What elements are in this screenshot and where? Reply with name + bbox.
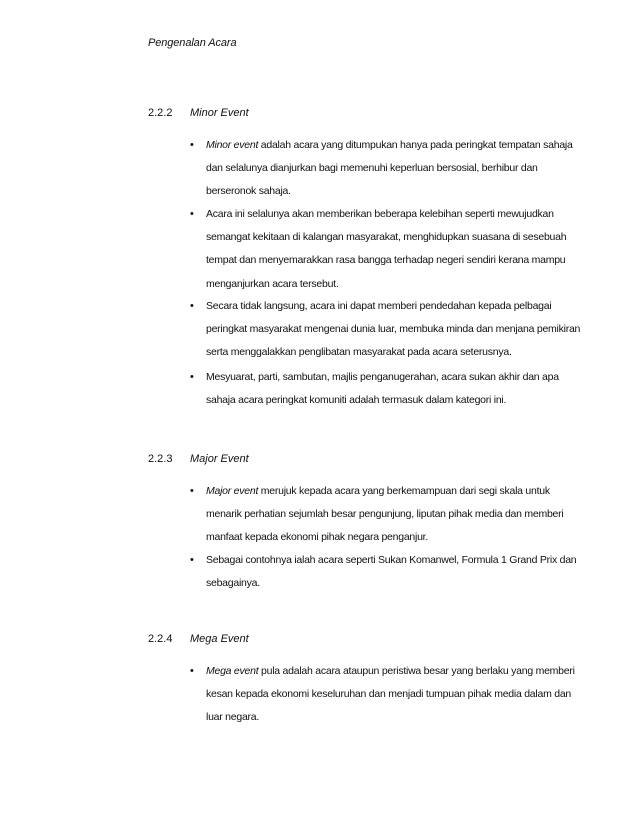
term-lead: Mega event <box>206 665 259 677</box>
text-line: berseronok sahaja. <box>206 185 291 198</box>
text-line: Minor event adalah acara yang ditumpukan hanya pada peringkat tempatan sahaja <box>206 139 573 151</box>
text-line: peringkat masyarakat mengenai dunia luar, membuka minda dan menjana pemikiran <box>206 323 581 336</box>
section-number: 2.2.3 <box>148 453 173 465</box>
text-line: Secara tidak langsung, acara ini dapat memberi pendedahan kepada pelbagai <box>206 300 552 312</box>
bullet-icon: • <box>190 139 194 151</box>
list-item-text <box>206 203 566 296</box>
section-number: 2.2.4 <box>148 633 173 645</box>
bullet-icon: • <box>190 371 194 383</box>
text-line: manfaat kepada ekonomi pihak negara penganjur. <box>206 531 429 544</box>
text-line: menganjurkan acara tersebut. <box>206 277 339 290</box>
bullet-icon: • <box>190 554 194 566</box>
bullet-icon: • <box>190 300 194 312</box>
text-line: Acara ini selalunya akan memberikan beberapa kelebihan seperti mewujudkan <box>206 208 554 220</box>
list-item-text <box>206 549 577 595</box>
text-line: serta menggalakkan penglibatan masyarakat pada acara seterusnya. <box>206 346 512 359</box>
list-item-text <box>206 660 575 730</box>
bullet-icon: • <box>190 485 194 497</box>
text-line: kesan kepada ekonomi keseluruhan dan menjadi tumpuan pihak media dalam dan <box>206 688 572 701</box>
text-line: Mesyuarat, parti, sambutan, majlis penganugerahan, acara sukan akhir dan apa <box>206 371 559 383</box>
bullet-icon: • <box>190 208 194 220</box>
text-line: Major event merujuk kepada acara yang berkemampuan dari segi skala untuk <box>206 485 550 497</box>
term-lead: Minor event <box>206 139 259 151</box>
list-item-text <box>206 366 566 412</box>
text-line: semangat kekitaan di kalangan masyarakat, menghidupkan suasana di sesebuah <box>206 231 567 244</box>
text-line: tempat dan menyemarakkan rasa bangga terhadap negeri sendiri kerana mampu <box>206 254 566 267</box>
text-line: luar negara. <box>206 711 260 724</box>
section-number: 2.2.2 <box>148 107 173 119</box>
text-line: Sebagai contohnya ialah acara seperti Sukan Komanwel, Formula 1 Grand Prix dan <box>206 554 577 566</box>
section-title: Major Event <box>190 453 249 465</box>
section-title: Mega Event <box>190 633 249 645</box>
text-line: Mega event pula adalah acara ataupun peristiwa besar yang berlaku yang memberi <box>206 665 575 677</box>
list-item-text <box>206 295 581 365</box>
list-item-text <box>206 134 573 204</box>
text-line: sahaja acara peringkat komuniti adalah termasuk dalam kategori ini. <box>206 394 507 407</box>
page-header-title: Pengenalan Acara <box>148 37 237 49</box>
bullet-icon: • <box>190 665 194 677</box>
text-line: menarik perhatian sejumlah besar pengunjung, liputan pihak media dan memberi <box>206 508 564 521</box>
term-lead: Major event <box>206 485 259 497</box>
text-line: dan selalunya dianjurkan bagi memenuhi keperluan bersosial, berhibur dan <box>206 162 538 175</box>
section-title: Minor Event <box>190 107 249 119</box>
list-item-text <box>206 480 566 550</box>
text-line: sebagainya. <box>206 577 260 590</box>
